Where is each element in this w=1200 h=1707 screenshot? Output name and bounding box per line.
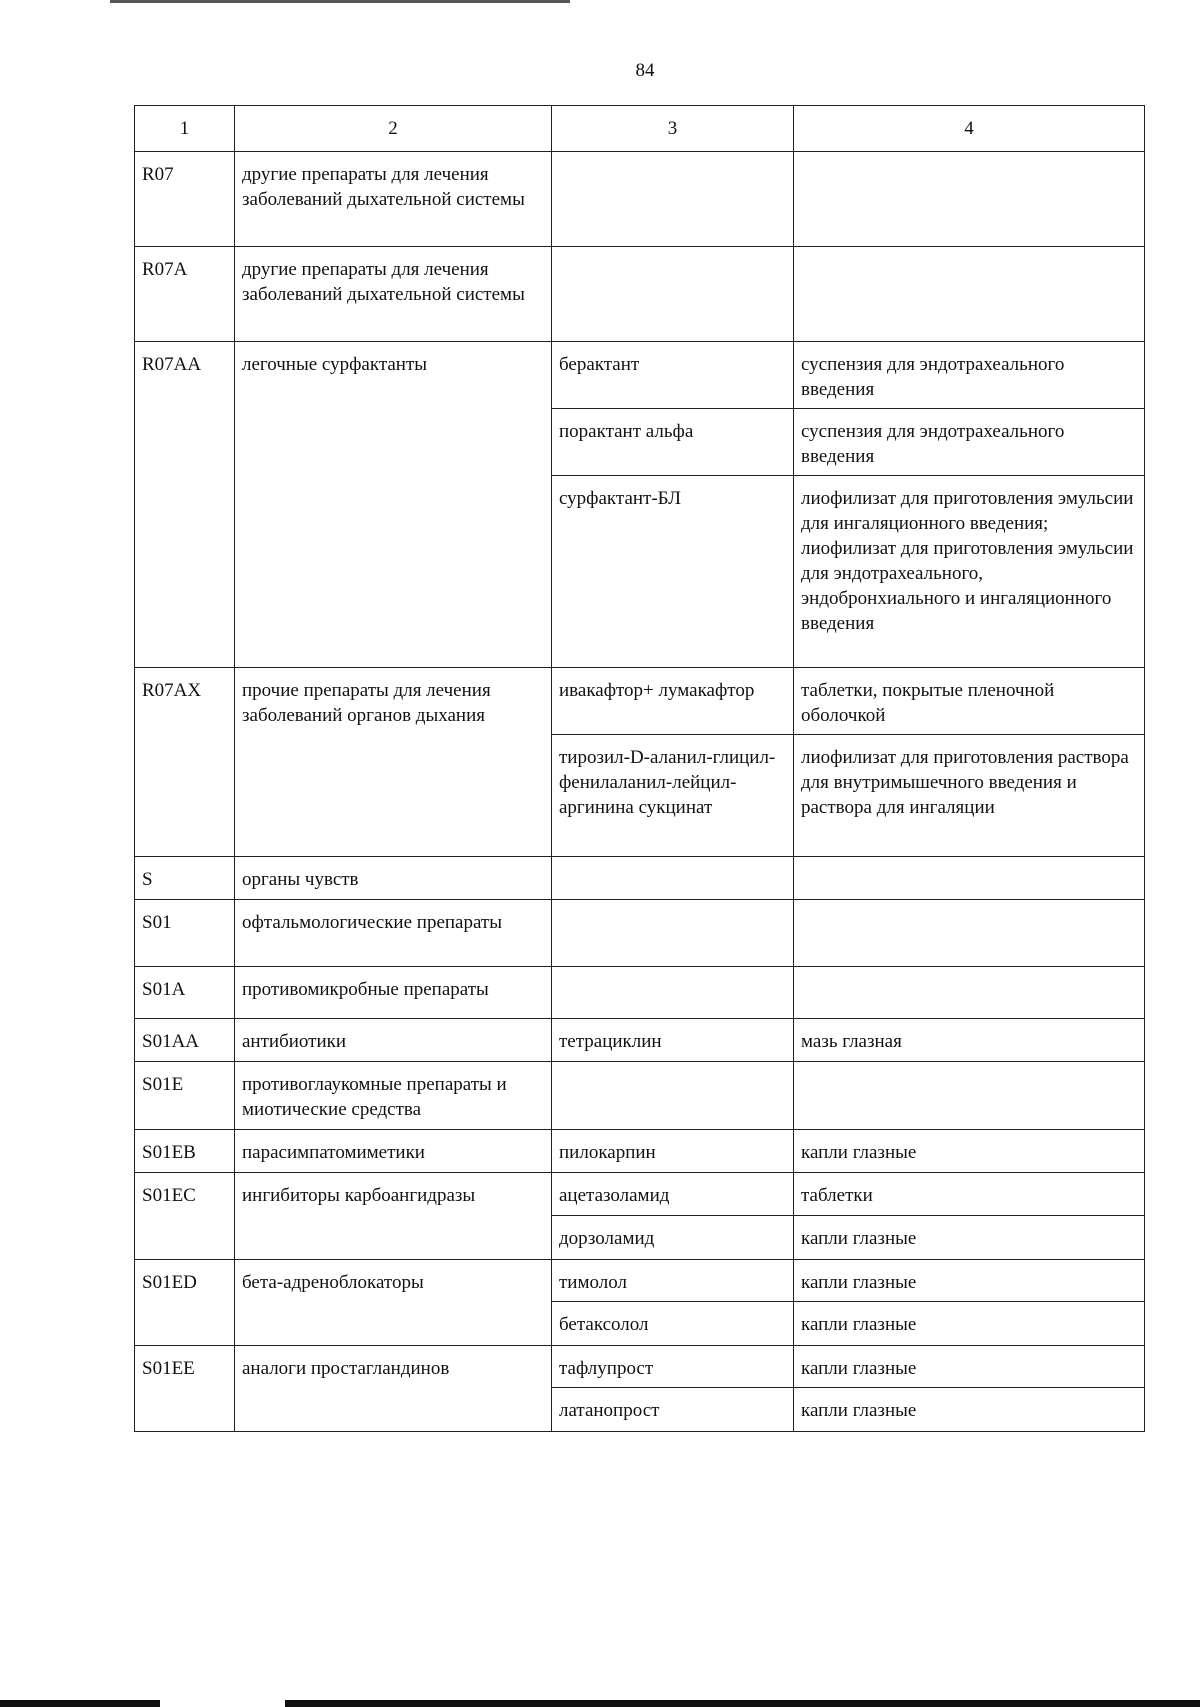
atc-code-cell: S01AA [135, 1019, 235, 1062]
atc-code-cell: S01 [135, 900, 235, 967]
atc-code-cell: S01EE [135, 1346, 235, 1432]
table-row [135, 342, 1145, 409]
dosage-form-cell: лиофилизат для приготовления эмульсии для ингаляционного введения; лиофилизат для приготовления эмульсии для эндотрахеального, эндобронхиального и ингаляционного введения [794, 476, 1145, 668]
atc-code-cell: S [135, 857, 235, 900]
group-name-cell: противоглаукомные препараты и миотические средства [235, 1062, 552, 1130]
table-row [135, 247, 1145, 342]
dosage-form-cell: капли глазные [794, 1346, 1145, 1388]
atc-code-cell: R07 [135, 152, 235, 247]
header-cell-3: 3 [552, 106, 794, 152]
group-name-cell: парасимпатомиметики [235, 1130, 552, 1173]
atc-code-cell: R07A [135, 247, 235, 342]
dosage-form-cell: капли глазные [794, 1260, 1145, 1302]
dosage-form-cell: мазь глазная [794, 1019, 1145, 1062]
header-cell-1: 1 [135, 106, 235, 152]
drug-name-cell: берактант [552, 342, 794, 409]
dosage-form-cell: капли глазные [794, 1216, 1145, 1260]
drug-name-cell: ивакафтор+ лумакафтор [552, 668, 794, 735]
drug-name-cell: тетрациклин [552, 1019, 794, 1062]
dosage-form-cell [794, 900, 1145, 967]
scan-bottom-edge-left [0, 1700, 160, 1707]
dosage-form-cell: суспензия для эндотрахеального введения [794, 342, 1145, 409]
drug-name-cell: тафлупрост [552, 1346, 794, 1388]
group-name-cell: легочные сурфактанты [235, 342, 552, 668]
drug-name-cell: сурфактант-БЛ [552, 476, 794, 668]
header-cell-2: 2 [235, 106, 552, 152]
group-name-cell: бета-адреноблокаторы [235, 1260, 552, 1346]
drug-name-cell [552, 967, 794, 1019]
drug-name-cell: ацетазоламид [552, 1173, 794, 1216]
atc-code-cell: S01ED [135, 1260, 235, 1346]
dosage-form-cell [794, 247, 1145, 342]
scan-top-edge-line [110, 0, 570, 3]
scan-bottom-edge-right [285, 1700, 1200, 1707]
dosage-form-cell [794, 1062, 1145, 1130]
atc-code-cell: S01A [135, 967, 235, 1019]
table-body [135, 152, 1145, 1432]
drug-name-cell: пилокарпин [552, 1130, 794, 1173]
dosage-form-cell: таблетки [794, 1173, 1145, 1216]
dosage-form-cell [794, 152, 1145, 247]
table-row [135, 152, 1145, 247]
dosage-form-cell: таблетки, покрытые пленочной оболочкой [794, 668, 1145, 735]
atc-code-cell: R07AX [135, 668, 235, 857]
group-name-cell: антибиотики [235, 1019, 552, 1062]
dosage-form-cell [794, 967, 1145, 1019]
atc-code-cell: S01E [135, 1062, 235, 1130]
dosage-form-cell: капли глазные [794, 1302, 1145, 1346]
table-header-row [135, 106, 1145, 152]
atc-code-cell: R07AA [135, 342, 235, 668]
drug-classification-table [134, 105, 1145, 1432]
table-row [135, 1346, 1145, 1388]
table-row [135, 1260, 1145, 1302]
dosage-form-cell: лиофилизат для приготовления раствора для внутримышечного введения и раствора для ингаляции [794, 735, 1145, 857]
drug-name-cell: бетаксолол [552, 1302, 794, 1346]
group-name-cell: ингибиторы карбоангидразы [235, 1173, 552, 1260]
table-row [135, 1173, 1145, 1216]
group-name-cell: противомикробные препараты [235, 967, 552, 1019]
drug-name-cell [552, 152, 794, 247]
page-number: 84 [635, 60, 655, 81]
header-cell-4: 4 [794, 106, 1145, 152]
drug-name-cell: порактант альфа [552, 409, 794, 476]
dosage-form-cell: капли глазные [794, 1130, 1145, 1173]
drug-name-cell: дорзоламид [552, 1216, 794, 1260]
dosage-form-cell: суспензия для эндотрахеального введения [794, 409, 1145, 476]
drug-name-cell [552, 1062, 794, 1130]
group-name-cell: офтальмологические препараты [235, 900, 552, 967]
atc-code-cell: S01EB [135, 1130, 235, 1173]
drug-name-cell: тимолол [552, 1260, 794, 1302]
group-name-cell: другие препараты для лечения заболеваний дыхательной системы [235, 152, 552, 247]
dosage-form-cell: капли глазные [794, 1388, 1145, 1432]
drug-name-cell: тирозил-D-аланил-глицил-фенилаланил-лейцил-аргинина сукцинат [552, 735, 794, 857]
table-row [135, 1019, 1145, 1062]
table-row [135, 900, 1145, 967]
drug-name-cell: латанопрост [552, 1388, 794, 1432]
drug-name-cell [552, 857, 794, 900]
group-name-cell: органы чувств [235, 857, 552, 900]
atc-code-cell: S01EC [135, 1173, 235, 1260]
table-row [135, 967, 1145, 1019]
drug-name-cell [552, 247, 794, 342]
table-row [135, 1062, 1145, 1130]
drug-name-cell [552, 900, 794, 967]
group-name-cell: аналоги простагландинов [235, 1346, 552, 1432]
table-row [135, 1130, 1145, 1173]
table-row [135, 857, 1145, 900]
dosage-form-cell [794, 857, 1145, 900]
table-row [135, 668, 1145, 735]
group-name-cell: другие препараты для лечения заболеваний дыхательной системы [235, 247, 552, 342]
group-name-cell: прочие препараты для лечения заболеваний органов дыхания [235, 668, 552, 857]
